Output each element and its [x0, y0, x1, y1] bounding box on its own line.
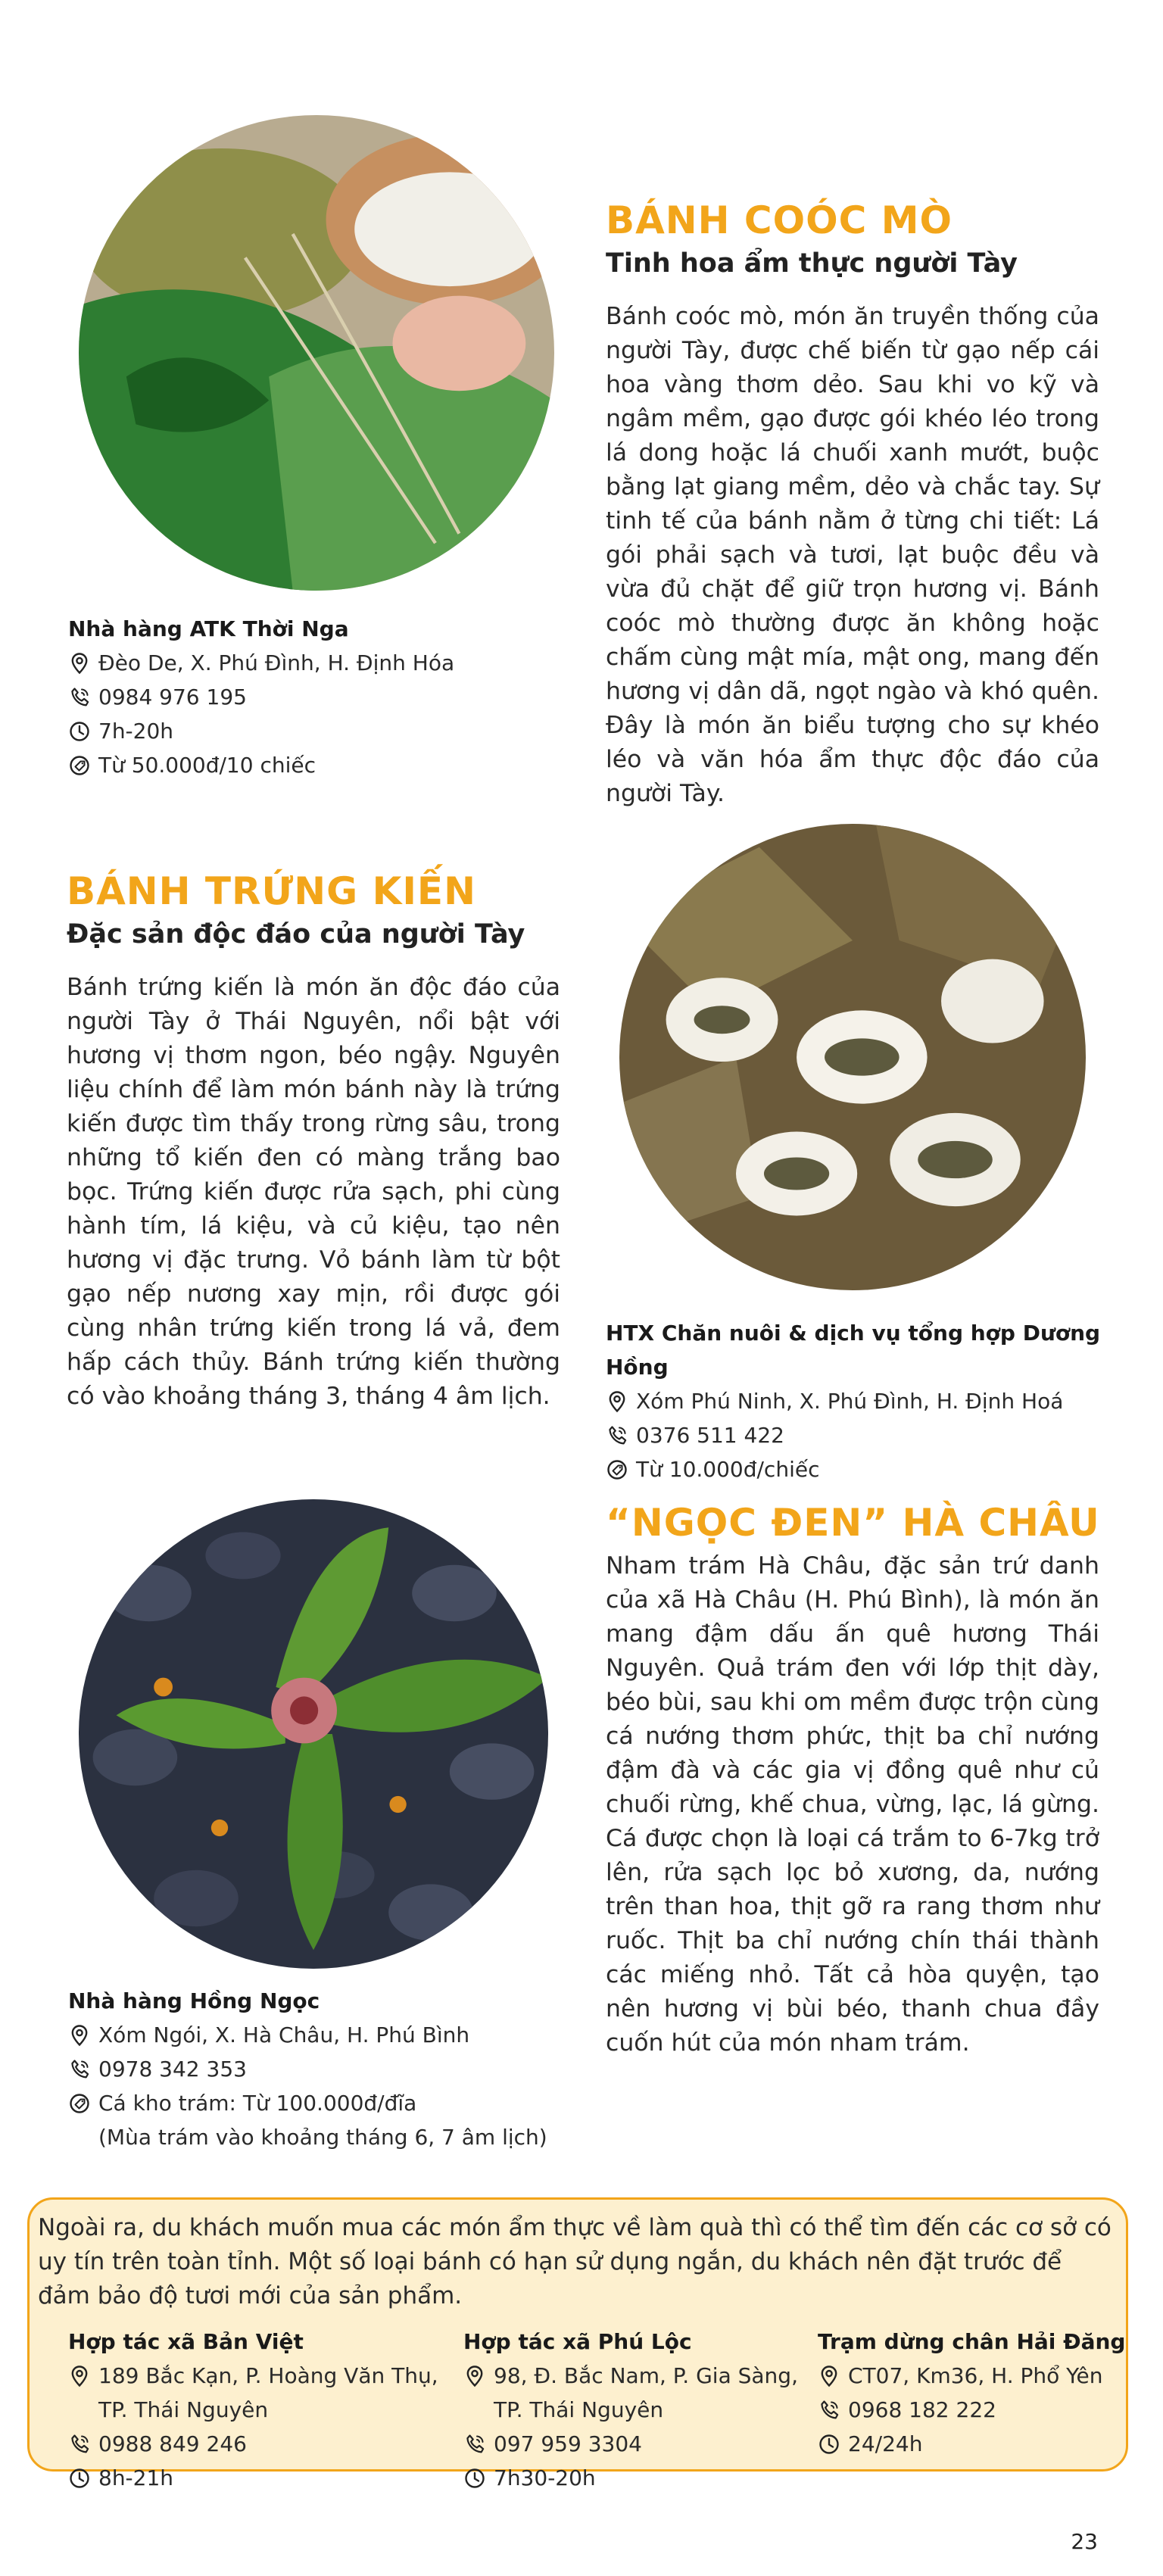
coop-phone: 097 959 3304 — [494, 2431, 642, 2456]
location-pin-icon — [606, 1390, 628, 1413]
place-address: Xóm Ngói, X. Hà Châu, H. Phú Bình — [98, 2022, 470, 2047]
dish-title: BÁNH TRỨNG KIẾN — [67, 869, 476, 913]
place-phone: 0978 342 353 — [98, 2057, 247, 2082]
phone-icon — [818, 2399, 840, 2422]
place-address: Đèo De, X. Phú Đình, H. Định Hóa — [98, 650, 455, 675]
coop-address-cont: TP. Thái Nguyên — [494, 2397, 664, 2422]
phone-icon — [606, 1424, 628, 1447]
gift-shops-intro: Ngoài ra, du khách muốn mua các món ẩm thực về làm quà thì có thể tìm đến các cơ sở có uy tín trên toàn tỉnh. Một số loại bánh có hạn sử dụng ngắn, du khách nên đặt trước để đảm bảo độ tươi mới của sản phẩm. — [38, 2214, 1112, 2309]
price-tag-icon — [68, 754, 91, 777]
place-name: Nhà hàng ATK Thời Nga — [68, 616, 349, 641]
place-price: Cá kho trám: Từ 100.000đ/đĩa — [98, 2091, 417, 2116]
coop-address: 189 Bắc Kạn, P. Hoàng Văn Thụ, — [98, 2363, 438, 2388]
dish-description: Nham trám Hà Châu, đặc sản trứ danh của xã Hà Châu (H. Phú Bình), là món ăn mang đậm dấu ấn quê hương Thái Nguyên. Quả trám đen với lớp thịt dày, béo bùi, sau khi om mềm được trộn cùng cá nướng thơm phức, thịt ba chỉ nướng đậm đà và các gia vị đồng quê như củ chuối rừng, khế chua, vừng, lạc, lá gừng. Cá được chọn là loại cá trắm to 6-7kg trở lên, rửa sạch lọc bỏ xương, da, nướng trên than hoa, thịt gỡ ra rang thơm như ruốc. Thịt ba chỉ nướng chín thái thành các miếng nhỏ. Tất cả hòa quyện, tạo nên hương vị bùi béo, thanh chua đầy cuốn hút của món nham trám. — [606, 1552, 1099, 2057]
place-info — [68, 1984, 547, 2154]
phone-icon — [68, 686, 91, 709]
location-pin-icon — [68, 652, 91, 675]
clock-icon — [68, 2467, 91, 2490]
location-pin-icon — [68, 2024, 91, 2047]
location-pin-icon — [463, 2365, 486, 2387]
dish-title: “NGỌC ĐEN” HÀ CHÂU — [606, 1501, 1100, 1545]
coop-hours: 7h30-20h — [494, 2465, 596, 2490]
place-info — [606, 1316, 1163, 1486]
place-hours: 7h-20h — [98, 719, 174, 744]
clock-icon — [818, 2433, 840, 2456]
phone-icon — [68, 2433, 91, 2456]
coop-name: Hợp tác xã Phú Lộc — [463, 2329, 692, 2354]
coop-phu-loc — [463, 2325, 798, 2495]
page-number: 23 — [1071, 2529, 1098, 2554]
dish-title: BÁNH COÓC MÒ — [606, 198, 953, 242]
price-tag-icon — [606, 1458, 628, 1481]
banh-trung-kien-photo — [619, 824, 1086, 1290]
clock-icon — [463, 2467, 486, 2490]
phone-icon — [463, 2433, 486, 2456]
place-name: Nhà hàng Hồng Ngọc — [68, 1988, 320, 2013]
place-price-note: (Mùa trám vào khoảng tháng 6, 7 âm lịch) — [98, 2125, 547, 2150]
place-phone: 0376 511 422 — [636, 1423, 784, 1448]
place-name: HTX Chăn nuôi & dịch vụ tổng hợp Dương Hồng — [606, 1321, 1101, 1380]
phone-icon — [68, 2058, 91, 2081]
place-phone: 0984 976 195 — [98, 685, 247, 709]
price-tag-icon — [68, 2092, 91, 2115]
coop-name: Trạm dừng chân Hải Đăng — [818, 2329, 1126, 2354]
dish-description: Bánh coóc mò, món ăn truyền thống của người Tày, được chế biến từ gạo nếp cái hoa vàng thơm dẻo. Sau khi vo kỹ và ngâm mềm, gạo được gói khéo léo trong lá dong hoặc lá chuối xanh mướt, buộc bằng lạt giang mềm, dẻo và chắc tay. Sự tinh tế của bánh nằm ở từng chi tiết: Lá gói phải sạch và tươi, lạt buộc đều và vừa đủ chặt để giữ trọn hương vị. Bánh coóc mò thường được ăn không hoặc chấm cùng mật mía, mật ong, mang đến hương vị dân dã, ngọt ngào và khó quên. Đây là món ăn biểu tượng cho sự khéo léo và văn hóa ẩm thực độc đáo của người Tày. — [606, 303, 1099, 807]
location-pin-icon — [68, 2365, 91, 2387]
coop-ban-viet — [68, 2325, 438, 2495]
place-address: Xóm Phú Ninh, X. Phú Đình, H. Định Hoá — [636, 1389, 1064, 1414]
dish-subtitle: Tinh hoa ẩm thực người Tày — [606, 248, 1018, 279]
coop-hours: 8h-21h — [98, 2465, 174, 2490]
clock-icon — [68, 720, 91, 743]
dish-description: Bánh trứng kiến là món ăn độc đáo của người Tày ở Thái Nguyên, nổi bật với hương vị thơm ngon, béo ngậy. Nguyên liệu chính để làm món bánh này là trứng kiến được tìm thấy trong rừng sâu, trong những tổ kiến đen có màng trắng bao bọc. Trứng kiến được rửa sạch, phi cùng hành tím, lá kiệu, và củ kiệu, tạo nên hương vị đặc trưng. Vỏ bánh làm từ bột gạo nếp nương xay mịn, rồi được gói cùng nhân trứng kiến trong lá vả, đem hấp cách thủy. Bánh trứng kiến thường có vào khoảng tháng 3, tháng 4 âm lịch. — [67, 974, 560, 1410]
location-pin-icon — [818, 2365, 840, 2387]
nham-tram-photo — [79, 1499, 548, 1969]
place-price: Từ 10.000đ/chiếc — [636, 1457, 820, 1482]
place-price: Từ 50.000đ/10 chiếc — [98, 753, 316, 778]
coop-address: 98, Đ. Bắc Nam, P. Gia Sàng, — [494, 2363, 798, 2388]
coop-address: CT07, Km36, H. Phổ Yên — [848, 2363, 1103, 2388]
coop-phone: 0988 849 246 — [98, 2431, 247, 2456]
coop-name: Hợp tác xã Bản Việt — [68, 2329, 304, 2354]
banh-cooc-mo-photo — [79, 115, 554, 591]
coop-phone: 0968 182 222 — [848, 2397, 996, 2422]
coop-hai-dang — [818, 2325, 1125, 2461]
coop-hours: 24/24h — [848, 2431, 923, 2456]
dish-subtitle: Đặc sản độc đáo của người Tày — [67, 919, 525, 950]
coop-address-cont: TP. Thái Nguyên — [98, 2397, 269, 2422]
place-info — [68, 612, 454, 782]
